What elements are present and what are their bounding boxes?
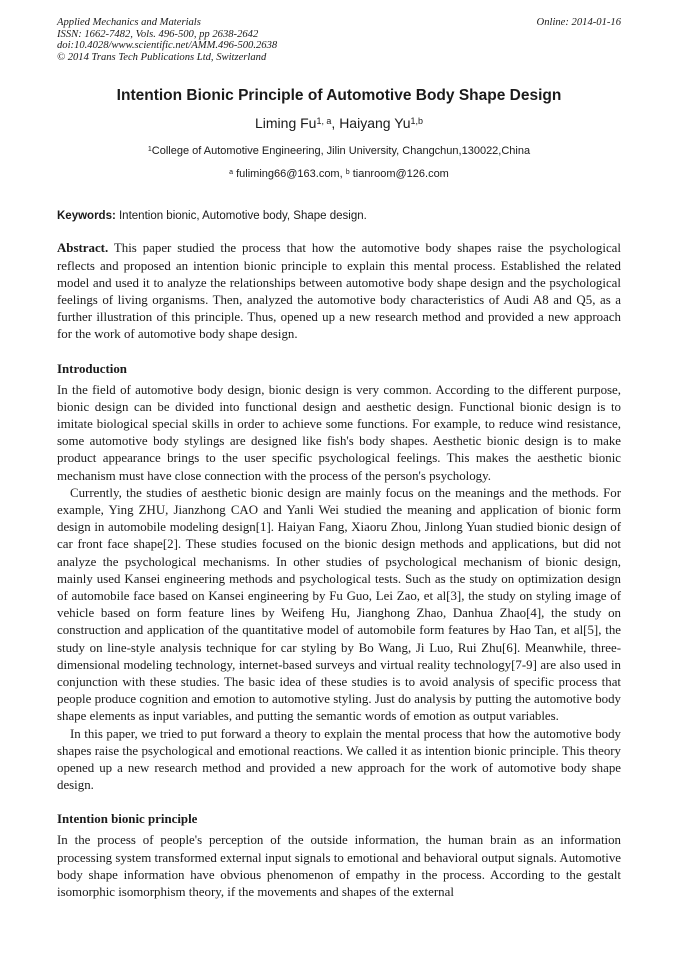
email-b-superscript: b xyxy=(345,169,350,177)
email-a-superscript: a xyxy=(229,169,234,177)
doi-line: doi:10.4028/www.scientific.net/AMM.496-500.2638 xyxy=(57,40,278,52)
introduction-paragraph-2: Currently, the studies of aesthetic bionic design are mainly focus on the meanings and the methods. For example, Ying ZHU, Jianzhong CAO and Yanli Wei studied the meaning and application of bionic form design in automobile modeling design[1]. Haiyan Fang, Xiaoru Zhou, Jinlong Yuan studied bionic design of car front face shape[2]. These studies focused on the bionic design methods and applications, but did not analyze the psychological mechanisms. In other studies of psychological mechanism of bionic design, mainly used Kansei engineering methods and psychological tests. Such as the study on optimization design of automobile face based on Kansei engineering by Fu Guo, Lei Zao, et al[3], the study on styling image of vehicle based on form feature lines by Weifeng Hu, Jianghong Zhao, Danhua Zhao[4], the study on construction and application of the quantitative model of automobile form features by Hao Tan, et al[5], the study on line-style analysis technique for car styling by Bo Wang, Ji Luo, Rui Zhu[6]. Meanwhile, three-dimensional modeling technology, internet-based surveys and virtual reality technology[7-9] are also used in conjunction with these studies. The basic idea of these studies is to avoid analysis of specific process that people produce cognition and emotion to automotive styling. Just do analysis by putting the automotive body shape elements as input variables, and putting the semantic words of emotion as output variables. xyxy=(57,485,621,724)
section-heading-intention-bionic-principle: Intention bionic principle xyxy=(57,812,198,827)
abstract-label: Abstract. xyxy=(57,241,109,256)
author-1-superscript: 1, a xyxy=(316,116,332,127)
email-b: tianroom@126.com xyxy=(349,168,449,181)
emails-line xyxy=(57,168,621,182)
online-date: Online: 2014-01-16 xyxy=(536,17,621,28)
author-2-superscript: 1,b xyxy=(410,116,423,127)
introduction-paragraph-1: In the field of automotive body design, bionic design is very common. According to the different purpose, bionic design can be divided into functional design and aesthetic design. Functional bionic design is to imitate biological special skills in order to achieve some functions. For example, to reduce wind resistance, some automotive body stylings are designed like fish's body shapes. Aesthetic bionic design is to make product appearance brings to the user specific psychological feelings. This makes the aesthetic bionic mechanism must have close connection with the process of the person's psychology. xyxy=(57,382,621,483)
keywords-text: Intention bionic, Automotive body, Shape design. xyxy=(115,210,367,223)
author-2-name: Haiyang Yu xyxy=(339,115,411,132)
copyright-line: © 2014 Trans Tech Publications Ltd, Switzerland xyxy=(57,51,267,63)
intention-paragraph-1: In the process of people's perception of the outside information, the human brain as an information processing system transformed external input signals to emotional and behavioral output signals. Automotive body shape information have obvious phenomenon of empathy in the process. According to the gestalt isomorphic isomorphism theory, if the movements and shapes of the external xyxy=(57,833,621,900)
keywords-label: Keywords: xyxy=(57,210,116,223)
email-a: fuliming66@163.com, xyxy=(233,168,346,181)
authors-separator: , xyxy=(331,115,340,132)
journal-info-block xyxy=(57,17,277,63)
keywords-line xyxy=(57,209,621,223)
publication-header xyxy=(57,17,621,63)
abstract-paragraph xyxy=(57,240,621,343)
affiliation-text: College of Automotive Engineering, Jilin University, Changchun,130022,China xyxy=(151,145,531,158)
introduction-paragraph-3: In this paper, we tried to put forward a theory to explain the mental process that how the automotive body shapes raise the psychological and emotional reactions. We called it as intention bionic principle. This theory opened up a new research method and provided a new approach for the work of automotive body shape design. xyxy=(57,726,621,793)
paper-title: Intention Bionic Principle of Automotive Body Shape Design xyxy=(116,87,562,105)
author-1-name: Liming Fu xyxy=(255,115,317,132)
section-heading-introduction: Introduction xyxy=(57,361,127,376)
authors-line xyxy=(57,115,621,134)
affiliation-line xyxy=(57,145,621,159)
issn-line: ISSN: 1662-7482, Vols. 496-500, pp 2638-2642 xyxy=(57,28,259,40)
affiliation-superscript: 1 xyxy=(147,146,152,154)
abstract-text: This paper studied the process that how the automotive body shapes raise the psychological reflects and proposed an intention bionic principle to explain this mental process. Established the related model and used it to analyze the relationships between automotive body shape design and the psychological feelings of living organisms. Then, analyzed the automotive body characteristics of Audi A8 and Q5, as a further illustration of this principle. Thus, opened up a new research method and provided a new approach for the work of automotive body shape design. xyxy=(57,241,621,342)
journal-name: Applied Mechanics and Materials xyxy=(57,17,201,28)
